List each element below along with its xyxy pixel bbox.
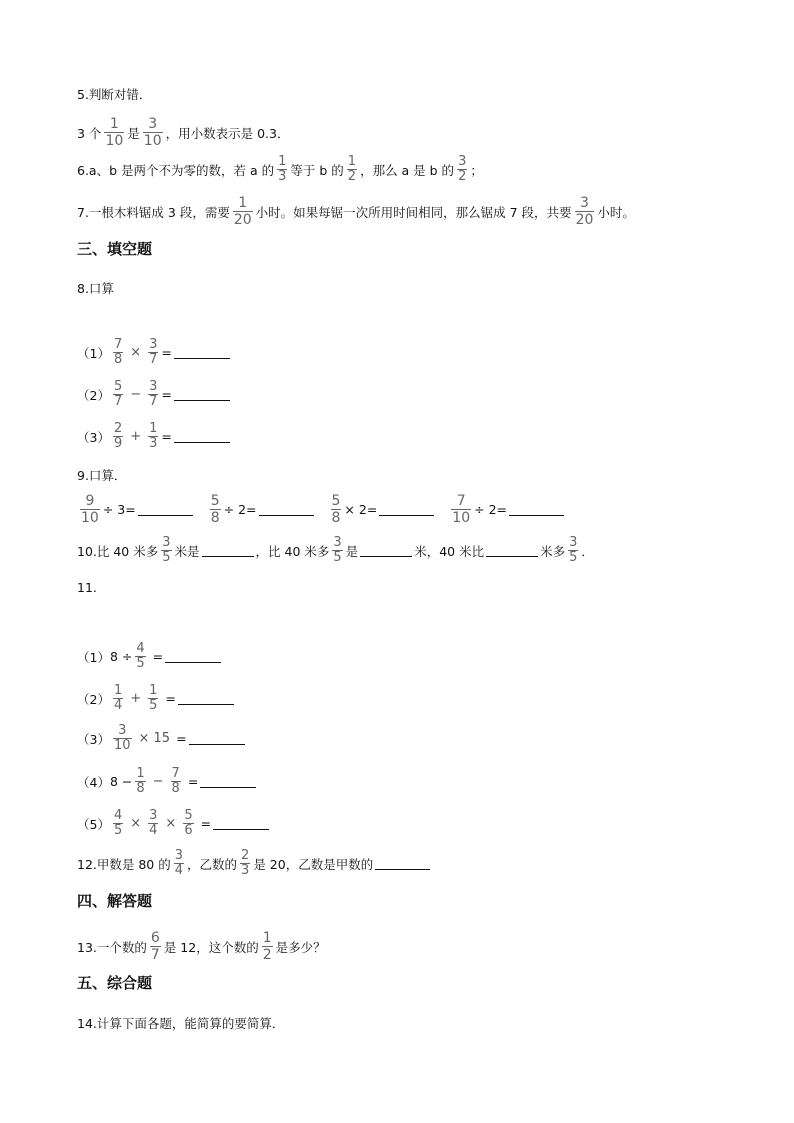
- fraction: $\frac{3}{5}$: [569, 535, 578, 565]
- fraction: $\frac{7}{8}$: [113, 337, 123, 367]
- answer-blank[interactable]: [213, 817, 269, 830]
- answer-blank[interactable]: [200, 775, 256, 788]
- fraction: $\frac{5}{7}$: [113, 379, 123, 409]
- q8-title: 8.口算: [77, 281, 114, 296]
- fraction: $\frac{1}{20}$: [233, 195, 252, 228]
- fraction: $\frac{1}{3}$: [278, 154, 287, 184]
- fraction: $\frac{3}{4}$: [174, 848, 184, 878]
- q11-item-2: （2） $\frac{1}{4}$ + $\frac{1}{5}$ =: [77, 685, 236, 712]
- fraction: $\frac{1}{8}$: [136, 766, 145, 796]
- fraction: $\frac{3}{2}$: [458, 154, 467, 184]
- answer-blank[interactable]: [259, 503, 314, 516]
- answer-blank[interactable]: [202, 544, 254, 557]
- section-heading-comprehensive: 五、综合题: [77, 974, 153, 992]
- q5-statement: 3 个 $\frac{1}{10}$ 是 $\frac{3}{10}$ ，用小数表示是 0.3．: [77, 116, 290, 149]
- fraction: $\frac{3}{5}$: [162, 535, 171, 565]
- section-heading-fill-blanks: 三、填空题: [77, 240, 153, 258]
- q11-item-1: （1） 8 ÷ $\frac{4}{5}$ =: [77, 643, 223, 670]
- q14-statement: 14.计算下面各题，能简算的要简算．: [77, 1016, 285, 1031]
- answer-blank[interactable]: [509, 503, 564, 516]
- fraction: $\frac{3}{20}$: [575, 195, 594, 228]
- fraction: $\frac{3}{10}$: [113, 723, 131, 753]
- answer-blank[interactable]: [165, 650, 221, 663]
- q11-item-3: （3） $\frac{3}{10}$ × 15 =: [77, 725, 247, 752]
- q11-title: 11.: [77, 580, 97, 595]
- fraction: $\frac{9}{10}$: [81, 493, 99, 526]
- q8-item-3: （3） $\frac{2}{9}$ + $\frac{1}{3}$ =: [77, 423, 232, 450]
- fraction: $\frac{1}{2}$: [347, 154, 357, 184]
- fraction: $\frac{1}{10}$: [105, 116, 124, 149]
- fraction: $\frac{4}{5}$: [113, 808, 123, 838]
- q13-statement: 13.一个数的 $\frac{6}{7}$ 是 12，这个数的 $\frac{1}{2}$ 是多少？: [77, 930, 326, 963]
- q9-row: $\frac{9}{10}$ ÷ 3= $\frac{5}{8}$ ÷ 2= $\frac{5}{8}$ × 2= $\frac{7}{10}$ ÷ 2=: [77, 494, 566, 525]
- q8-item-2: （2） $\frac{5}{7}$ − $\frac{3}{7}$ =: [77, 381, 232, 408]
- fraction: $\frac{5}{6}$: [184, 808, 193, 838]
- fraction: $\frac{4}{5}$: [136, 641, 145, 671]
- fraction: $\frac{3}{7}$: [149, 379, 158, 409]
- fraction: $\frac{3}{7}$: [149, 337, 158, 367]
- fraction: $\frac{2}{9}$: [113, 421, 123, 451]
- fraction: $\frac{3}{5}$: [333, 535, 342, 565]
- fraction: $\frac{6}{7}$: [150, 930, 160, 963]
- fraction: $\frac{1}{5}$: [149, 683, 158, 713]
- fraction: $\frac{7}{8}$: [171, 766, 180, 796]
- fraction: $\frac{1}{2}$: [262, 930, 272, 963]
- fraction: $\frac{5}{8}$: [210, 493, 220, 526]
- answer-blank[interactable]: [189, 732, 245, 745]
- answer-blank[interactable]: [174, 388, 230, 401]
- q12-statement: 12.甲数是 80 的 $\frac{3}{4}$ ，乙数的 $\frac{2}{3}$ 是 20，乙数是甲数的: [77, 850, 432, 877]
- answer-blank[interactable]: [138, 503, 193, 516]
- q10-statement: 10.比 40 米多 $\frac{3}{5}$ 米是 ，比 40 米多 $\frac{3}{5}$ 是 米，40 米比 米多 $\frac{3}{5}$ ．: [77, 535, 594, 565]
- answer-blank[interactable]: [174, 346, 230, 359]
- q5-title: 5.判断对错．: [77, 87, 152, 102]
- answer-blank[interactable]: [360, 544, 412, 557]
- q7-statement: 7.一根木料锯成 3 段，需要 $\frac{1}{20}$ 小时。如果每锯一次所用时间相同，那么锯成 7 段，共要 $\frac{3}{20}$ 小时。: [77, 195, 635, 228]
- fraction: $\frac{2}{3}$: [241, 848, 250, 878]
- fraction: $\frac{5}{8}$: [331, 493, 341, 526]
- fraction: $\frac{1}{4}$: [113, 683, 123, 713]
- section-heading-solve: 四、解答题: [77, 892, 153, 910]
- fraction: $\frac{1}{3}$: [149, 421, 158, 451]
- answer-blank[interactable]: [174, 430, 230, 443]
- answer-blank[interactable]: [379, 503, 434, 516]
- answer-blank[interactable]: [178, 692, 234, 705]
- fraction: $\frac{7}{10}$: [452, 493, 471, 526]
- fraction: $\frac{3}{10}$: [143, 116, 162, 149]
- q11-item-5: （5） $\frac{4}{5}$ × $\frac{3}{4}$ × $\frac{5}{6}$ =: [77, 810, 271, 837]
- answer-blank[interactable]: [375, 857, 430, 870]
- q11-item-4: （4） 8 − $\frac{1}{8}$ − $\frac{7}{8}$ =: [77, 768, 258, 795]
- answer-blank[interactable]: [486, 544, 538, 557]
- q6-statement: 6.a、b 是两个不为零的数，若 a 的 $\frac{1}{3}$ 等于 b 的 $\frac{1}{2}$ ，那么 a 是 b 的 $\frac{3}{2}$ ；: [77, 154, 483, 184]
- fraction: $\frac{3}{4}$: [149, 808, 158, 838]
- q8-item-1: （1） $\frac{7}{8}$ × $\frac{3}{7}$ =: [77, 339, 232, 366]
- q9-title: 9.口算．: [77, 468, 127, 483]
